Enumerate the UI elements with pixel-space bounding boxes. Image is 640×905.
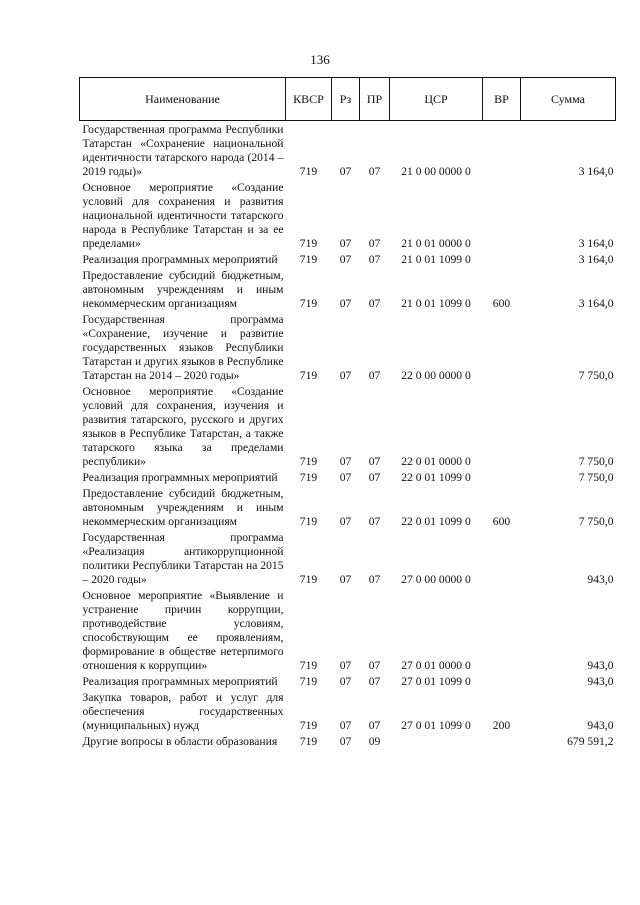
table-row: [80, 253, 616, 269]
cell-pr: 07: [368, 675, 381, 688]
cell-csr: 27 0 01 1099 0: [401, 719, 471, 732]
budget-table: [79, 77, 616, 751]
cell-name: Другие вопросы в области образования: [82, 735, 278, 748]
cell-csr: 21 0 01 1099 0: [401, 297, 471, 310]
cell-rz: 07: [339, 573, 352, 586]
header-name: Наименование: [80, 78, 286, 121]
cell-csr: 21 0 01 1099 0: [401, 253, 471, 266]
cell-name: Основное мероприятие «Создание условий для сохранения и развития национальной идентичности татарского народа в Республике Татарстан и за ее пределами»: [82, 181, 284, 250]
cell-rz: 07: [339, 735, 352, 748]
cell-sum: 7 750,0: [578, 471, 614, 484]
cell-vr: 600: [492, 515, 511, 528]
header-rz: Рз: [332, 78, 360, 121]
cell-sum: 943,0: [587, 719, 614, 732]
cell-csr: 21 0 00 0000 0: [401, 165, 471, 178]
cell-vr: [483, 471, 521, 487]
cell-pr: 07: [368, 573, 381, 586]
cell-kvsr: 719: [299, 471, 318, 484]
cell-rz: 07: [339, 471, 352, 484]
cell-csr: 21 0 01 0000 0: [401, 237, 471, 250]
header-csr: ЦСР: [390, 78, 483, 121]
cell-kvsr: 719: [299, 237, 318, 250]
table-body: [80, 121, 616, 752]
cell-name: Государственная программа Республики Татарстан «Сохранение национальной идентичности татарского народа (2014 – 2019 годы)»: [82, 123, 284, 178]
cell-rz: 07: [339, 165, 352, 178]
table-row: [80, 269, 616, 313]
cell-pr: 07: [368, 165, 381, 178]
table-row: [80, 531, 616, 589]
table-row: [80, 691, 616, 735]
cell-kvsr: 719: [299, 735, 318, 748]
cell-sum: 943,0: [587, 659, 614, 672]
cell-pr: 09: [368, 735, 381, 748]
header-pr: ПР: [360, 78, 390, 121]
cell-csr: 22 0 01 1099 0: [401, 471, 471, 484]
cell-kvsr: 719: [299, 675, 318, 688]
cell-vr: 200: [492, 719, 511, 732]
cell-kvsr: 719: [299, 297, 318, 310]
cell-vr: [483, 385, 521, 471]
table-row: [80, 675, 616, 691]
cell-rz: 07: [339, 659, 352, 672]
cell-vr: [483, 735, 521, 751]
cell-sum: 7 750,0: [578, 455, 614, 468]
cell-rz: 07: [339, 515, 352, 528]
cell-name: Реализация программных мероприятий: [82, 675, 278, 688]
cell-sum: 7 750,0: [578, 369, 614, 382]
page-number: 136: [310, 52, 330, 67]
cell-sum: 3 164,0: [578, 237, 614, 250]
cell-csr: 27 0 00 0000 0: [401, 573, 471, 586]
cell-rz: 07: [339, 719, 352, 732]
cell-rz: 07: [339, 455, 352, 468]
cell-rz: 07: [339, 253, 352, 266]
cell-kvsr: 719: [299, 369, 318, 382]
header-kvsr: КВСР: [286, 78, 332, 121]
cell-csr: 22 0 01 0000 0: [401, 455, 471, 468]
cell-sum: 943,0: [587, 573, 614, 586]
cell-vr: [483, 181, 521, 253]
cell-rz: 07: [339, 675, 352, 688]
cell-kvsr: 719: [299, 659, 318, 672]
table-row: [80, 471, 616, 487]
table-row: [80, 121, 616, 182]
table-header-row: [80, 78, 616, 121]
header-sum: Сумма: [521, 78, 616, 121]
cell-name: Основное мероприятие «Выявление и устранение причин коррупции, противодействие условиям, способствующим ее проявлениям, формирование в обществе нетерпимого отношения к коррупции»: [82, 589, 284, 672]
cell-kvsr: 719: [299, 573, 318, 586]
cell-pr: 07: [368, 237, 381, 250]
cell-vr: [483, 675, 521, 691]
cell-vr: [483, 121, 521, 182]
cell-rz: 07: [339, 297, 352, 310]
cell-vr: [483, 253, 521, 269]
cell-sum: 3 164,0: [578, 297, 614, 310]
cell-name: Предоставление субсидий бюджетным, автономным учреждениям и иным некоммерческим организациям: [82, 487, 284, 528]
cell-pr: 07: [368, 369, 381, 382]
cell-kvsr: 719: [299, 719, 318, 732]
cell-rz: 07: [339, 369, 352, 382]
cell-vr: [483, 589, 521, 675]
cell-csr: [390, 735, 483, 751]
cell-name: Реализация программных мероприятий: [82, 471, 278, 484]
cell-name: Закупка товаров, работ и услуг для обеспечения государственных (муниципальных) нужд: [82, 691, 284, 732]
table-row: [80, 385, 616, 471]
table-row: [80, 313, 616, 385]
cell-csr: 27 0 01 0000 0: [401, 659, 471, 672]
cell-rz: 07: [339, 237, 352, 250]
cell-sum: 7 750,0: [578, 515, 614, 528]
cell-vr: [483, 313, 521, 385]
cell-sum: 943,0: [587, 675, 614, 688]
cell-sum: 3 164,0: [578, 253, 614, 266]
cell-name: Предоставление субсидий бюджетным, автономным учреждениям и иным некоммерческим организациям: [82, 269, 284, 310]
table-row: [80, 589, 616, 675]
cell-sum: 3 164,0: [578, 165, 614, 178]
cell-csr: 22 0 00 0000 0: [401, 369, 471, 382]
cell-name: Государственная программа «Сохранение, изучение и развитие государственных языков Республики Татарстан и других языков в Республике Татарстан на 2014 – 2020 годы»: [82, 313, 284, 382]
cell-kvsr: 719: [299, 165, 318, 178]
table-row: [80, 181, 616, 253]
cell-pr: 07: [368, 515, 381, 528]
cell-kvsr: 719: [299, 515, 318, 528]
cell-kvsr: 719: [299, 455, 318, 468]
cell-pr: 07: [368, 659, 381, 672]
cell-name: Основное мероприятие «Создание условий для сохранения, изучения и развития татарского, русского и других языков в Республике Татарстан, а также татарского языка за пределами республики»: [82, 385, 284, 468]
cell-vr: [483, 531, 521, 589]
table-row: [80, 735, 616, 751]
cell-pr: 07: [368, 471, 381, 484]
cell-name: Государственная программа «Реализация антикоррупционной политики Республики Татарстан на 2015 – 2020 годы»: [82, 531, 284, 586]
cell-name: Реализация программных мероприятий: [82, 253, 278, 266]
cell-pr: 07: [368, 455, 381, 468]
cell-vr: 600: [492, 297, 511, 310]
cell-kvsr: 719: [299, 253, 318, 266]
cell-pr: 07: [368, 253, 381, 266]
cell-pr: 07: [368, 297, 381, 310]
cell-csr: 27 0 01 1099 0: [401, 675, 471, 688]
table-row: [80, 487, 616, 531]
header-vr: ВР: [483, 78, 521, 121]
cell-csr: 22 0 01 1099 0: [401, 515, 471, 528]
cell-sum: 679 591,2: [567, 735, 614, 748]
cell-pr: 07: [368, 719, 381, 732]
